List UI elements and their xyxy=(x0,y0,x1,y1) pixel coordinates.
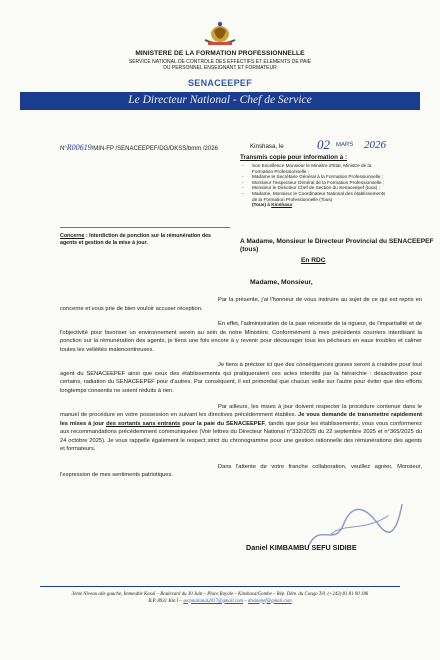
band-title: Le Directeur National - Chef de Service xyxy=(128,94,312,106)
copies-item: - Monsieur le Directeur Chef de Section du Senaceepef (tous) ; xyxy=(240,185,430,191)
copies-item-continuation: de la Formation Professionnelle (Tous) xyxy=(252,196,333,202)
footer-po-box: B.P. 8931 Kin I – xyxy=(148,598,182,604)
body-underlined-emphasis: des sortants sans entrants xyxy=(106,420,181,427)
copies-item: - Madame le Secrétaire Général à la Formation Professionnelle ; xyxy=(240,174,430,180)
letter-body xyxy=(60,296,422,487)
copies-item-continuation: Formation Professionnelle ; xyxy=(252,168,310,174)
body-paragraph xyxy=(60,403,422,454)
body-text: Par ailleurs, les mises à jour doivent respecter la procédure contenue dans le manuel de procédure en votre possession en suivant les directives précédemment établies. xyxy=(60,403,422,419)
copies-tail xyxy=(240,202,430,208)
copies-tail-prefix: (Tous) à xyxy=(252,202,270,208)
reference-handwritten-number: R00619 xyxy=(66,143,92,152)
footer xyxy=(0,592,440,605)
ministry-name: MINISTERE DE LA FORMATION PROFESSIONNELLE xyxy=(135,50,305,57)
date-year: 2026 xyxy=(364,139,386,151)
service-line-2: DU PERSONNEL ENSEIGNANT ET FORMATEUR xyxy=(163,65,277,72)
footer-address: 3ème Niveau aile gauche, Immeuble Kasaï – Boulevard du 30 Juin – Place Royale – Kinshasa/Gombe – Rép. Dém. du Congo Tél. (+243) 81 81 00 186 xyxy=(71,592,369,597)
reference-code: /MIN-FP /SENACEEPEF/DG/DKSS/bmm /2026 xyxy=(91,146,218,152)
footer-contacts xyxy=(0,599,440,606)
reference-number xyxy=(60,143,218,152)
signatory-name: Daniel KIMBAMBU SEFU SIDIBE xyxy=(246,543,357,552)
date-place: Kinshasa, le xyxy=(250,143,284,150)
closing-paragraph: Dans l'attente de votre franche collaboration, veuillez agréer, Monsieur, l'expression de mes sentiments patriotiques. xyxy=(60,463,422,479)
reference-prefix: N° xyxy=(60,146,67,152)
body-paragraph: En effet, l'administration de la paie nécessite de la rigueur, de l'impartialité et de l'objectivité pour favoriser un environnement serein au sein de notre Ministère. Conformément à mes précédents courriers interdisant la ponction sur la rémunération des agents, je tiens une fois encore à y revenir pour décourager tous les pêcheurs en eaux troubles et calmer toutes les velléités malencontreuses. xyxy=(60,321,422,353)
copies-list xyxy=(240,163,430,208)
service-line-1: SERVICE NATIONAL DE CONTROLE DES EFFECTIFS ET ELEMENTS DE PAIE xyxy=(128,59,312,65)
body-text: , tandis que pour les établissements, vous vous conformerez aux recommandations précédemment communiquées (Voir lettres du Directeur National n°332/2025 du 22 septembre 2025 et n°365/2025 du 24 octobre 2025). Je vous rappelle également le respect strict du chronogramme pour une gestion rationnelle des rémunérations des agents et formateurs. xyxy=(60,420,422,453)
subject-label: Concerne xyxy=(60,233,85,239)
copies-item: - Son Excellence Monsieur le Ministre d'Etat, Ministre de la xyxy=(240,163,430,169)
date-day: 02 xyxy=(317,137,330,152)
body-paragraph: Je tiens à préciser ici que des conséquences graves seront à craindre pour tout agent du SENACEEPEF ainsi que ceux des établissements qui pratiqueraient ces actes interdits par la hiérarchie : désactivation pour certains, radiation du SENACEEPEF pour d'autres. Par conséquent, il est primordial que chacun veille sur l'autre pour éviter que des efforts longtemps consentis ne soient réduits à rien. xyxy=(60,362,422,394)
copies-item: - Monsieur l'Inspecteur Général de la Formation Professionnelle ; xyxy=(240,180,430,186)
footer-email-link[interactable]: dnsinepef@gmail.com xyxy=(247,598,292,604)
copies-title: Transmis copie pour information à : xyxy=(240,154,348,161)
copies-item: - Madame, Monsieur le Coordinateur National des établissements xyxy=(240,191,430,197)
title-band xyxy=(20,92,420,110)
addressee: A Madame, Monsieur le Directeur Provincial du SENACEEPEF (tous) xyxy=(240,238,434,253)
date-month: MARS xyxy=(335,141,354,149)
footer-separator: – xyxy=(244,598,247,604)
footer-divider xyxy=(40,586,400,587)
body-paragraph: Par la présente, j'ai l'honneur de vous instruire au sujet de ce qui est repris en concerne et vous prie de bien vouloir accuser réception. xyxy=(60,297,422,312)
copies-tail-place: Kinshasa xyxy=(271,202,293,208)
subject-block xyxy=(60,233,228,247)
footer-email-link[interactable]: secpnational2017@gmail.com xyxy=(183,598,243,604)
body-emphasis: pour la paie du SENACEEPEF xyxy=(182,420,265,427)
leopard-emblem-icon xyxy=(200,18,240,48)
subject-text: : Interdiction de ponction sur la rémunération des agents et gestion de la mise à jour. xyxy=(60,233,212,247)
addressee-region: En RDC xyxy=(301,257,326,264)
salutation: Madame, Monsieur, xyxy=(250,279,313,286)
concerne-divider xyxy=(60,227,230,228)
body-emphasis: Je vous demande de transmettre rapidement les mises à jour xyxy=(60,412,422,427)
service-acronym: SENACEEPEF xyxy=(187,78,252,88)
service-name xyxy=(0,59,440,72)
